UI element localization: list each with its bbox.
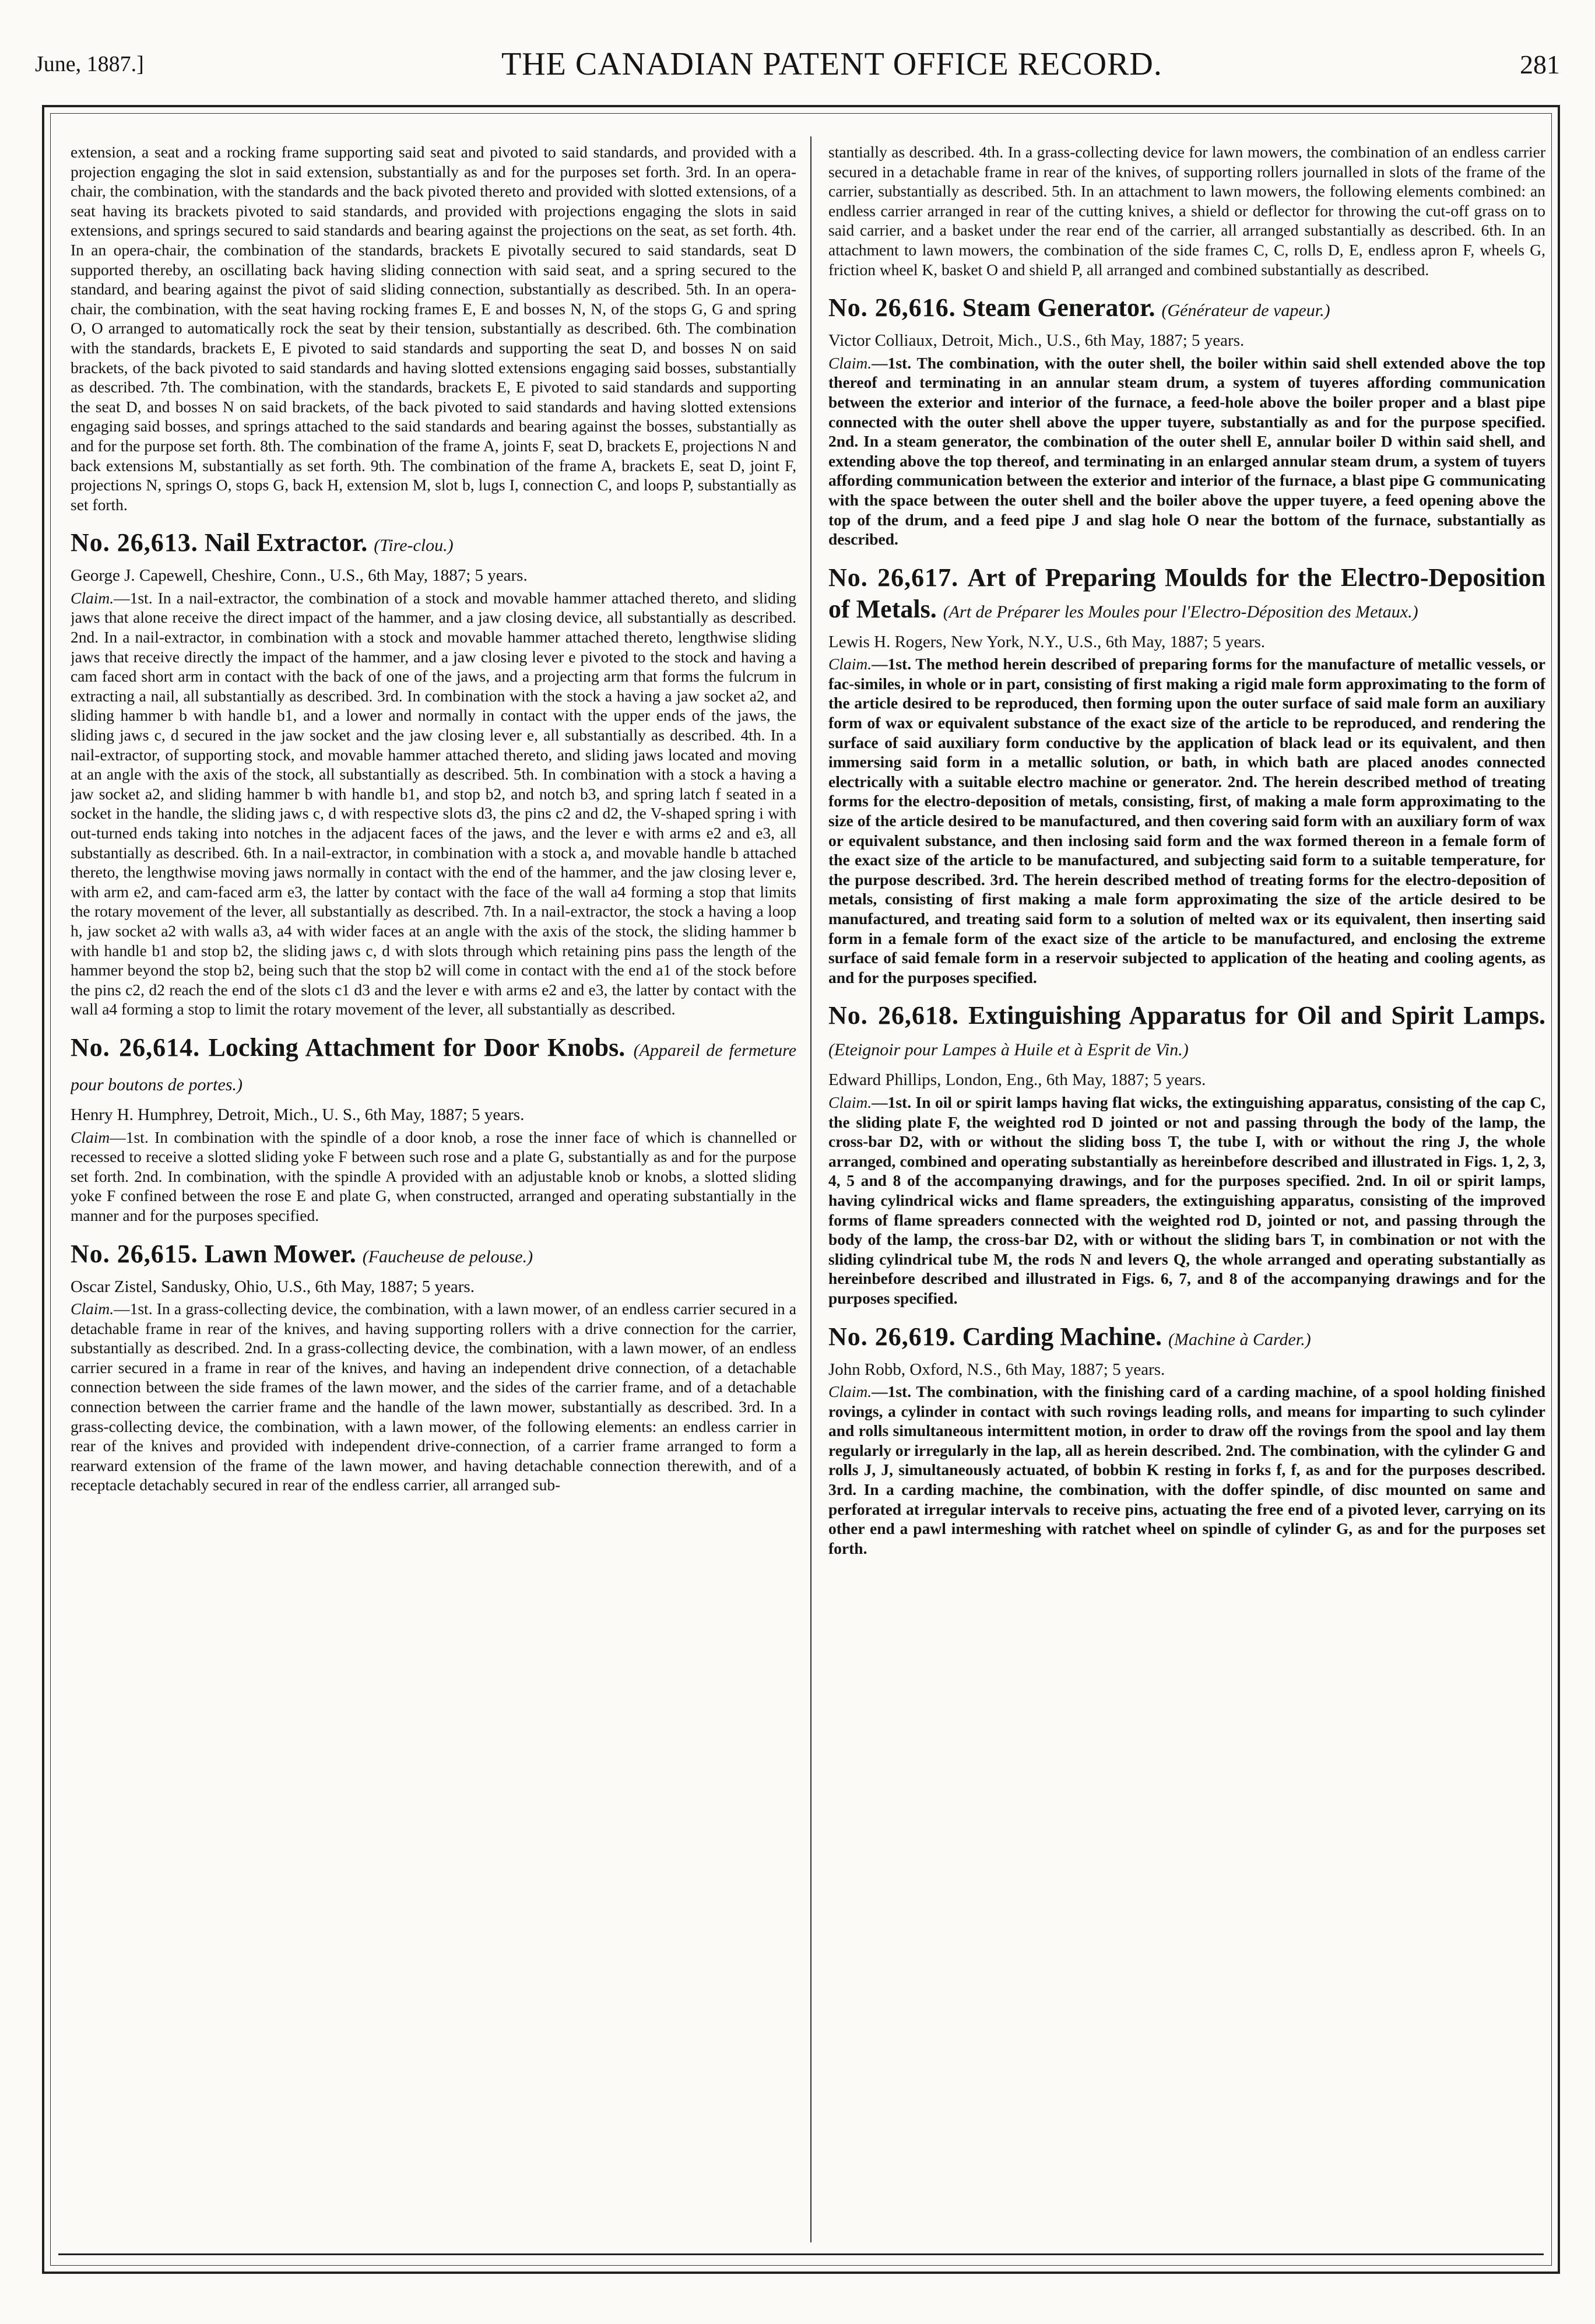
patent-french-title: (Générateur de vapeur.): [1161, 301, 1330, 321]
patent-inventor: Victor Colliaux, Detroit, Mich., U.S., 6th May, 1887; 5 years.: [828, 331, 1245, 350]
patent-french-title: (Art de Préparer les Moules pour l'Electro-Déposition des Metaux.): [943, 602, 1418, 622]
patent-title: Lawn Mower.: [204, 1239, 356, 1268]
patent-claim: [71, 588, 796, 1019]
claim-label: Claim.: [71, 1300, 114, 1318]
header-title: THE CANADIAN PATENT OFFICE RECORD.: [501, 46, 1162, 82]
column-divider: [810, 136, 811, 2242]
patent-number: No. 26,618.: [828, 1001, 959, 1030]
patent-inventor: George J. Capewell, Cheshire, Conn., U.S., 6th May, 1887; 5 years.: [71, 566, 528, 585]
patent-number: No. 26,614.: [71, 1033, 201, 1062]
claim-text: —1st. The combination, with the finishing card of a carding machine, of a spool holding finished rovings, a cylinder in contact with such rovings leading rolls, and means for imparting to such cylinder and rolls simultaneous intermittent motion, in order to draw off the rovings from the spool and lay them regularly or irregularly in the lap, all as herein described. 2nd. The combination, with the cylinder G and rolls J, J, simultaneously actuated, of bobbin K resting in forks f, f, as and for the purposes described. 3rd. In a carding machine, the combination, with the doffer spindle, of disc mounted on same and perforated at irregular intervals to receive pins, actuating the free end of a pivoted lever, carrying on its other end a pawl intermeshing with ratchet wheel on spindle of cylinder G, as and for the purposes set forth.: [828, 1382, 1545, 1557]
claim-text: —1st. The combination, with the outer shell, the boiler within said shell extended above the top thereof and terminating in an annular steam drum, a system of tuyeres affording communication between the exterior and interior of the furnace, a feed-hole above the boiler proper and a blast pipe connected with the outer shell above the upper tuyere, substantially as and for the purpose specified. 2nd. In a steam generator, the combination of the outer shell E, annular boiler D within said shell, and extending above the top thereof, and terminating in an enlarged annular steam drum, a system of tuyers affording communication between the exterior and interior of the furnace, a blast pipe G communicating with the space between the outer shell and the boiler above the upper tuyere, a feed opening above the top of the drum, and a feed pipe J and slag hole O near the bottom of the furnace, substantially as described.: [828, 353, 1545, 549]
claim-label: Claim.: [828, 1382, 872, 1401]
bottom-rule: [58, 2253, 1544, 2255]
left-column: [71, 142, 796, 2237]
patent-inventor: Henry H. Humphrey, Detroit, Mich., U. S., 6th May, 1887; 5 years.: [71, 1105, 525, 1124]
patent-number: No. 26,615.: [71, 1239, 198, 1268]
entry-title-line: [71, 527, 796, 561]
patent-inventor: Lewis H. Rogers, New York, N.Y., U.S., 6th May, 1887; 5 years.: [828, 632, 1266, 651]
patent-french-title: (Appareil de fermeture pour boutons de portes.): [71, 1040, 796, 1094]
right-continuation-text: stantially as described. 4th. In a grass-collecting device for lawn mowers, the combination of an endless carrier secured in a detachable frame in rear of the knives, of supporting rollers journalled in slots of the frame of the carrier, substantially as described. 5th. In an attachment to lawn mowers, the following elements combined: an endless carrier arranged in rear of the cutting knives, a shield or deflector for throwing the cut-off grass on to said carrier, and a basket under the rear end of the carrier, all arranged substantially as described. 6th. In an attachment to lawn mowers, the combination of the side frames C, C, rolls D, E, endless apron F, wheels G, friction wheel K, basket O and shield P, all arranged and combined substantially as described.: [828, 143, 1545, 279]
patent-entry-26616: [828, 292, 1545, 549]
patent-number: No. 26,619.: [828, 1322, 956, 1351]
patent-french-title: (Eteignoir pour Lampes à Huile et à Esprit de Vin.): [828, 1040, 1189, 1060]
entry-title-line: [828, 562, 1545, 628]
claim-text: —1st. In a grass-collecting device, the combination, with a lawn mower, of an endless carrier secured in a detachable frame in rear of the knives, and having supporting rollers with a drive connection for the carrier, substantially as described. 2nd. In a grass-collecting device, the combination, with a lawn mower, of an endless carrier secured in a frame in rear of the knives, and having an independent drive connection, of a detachable connection between the side frames of the lawn mower, and the sides of the carrier frame, and of a detachable connection between the carrier frame and the handle of the lawn mower, substantially as described. 3rd. In a grass-collecting device, the combination, with a lawn mower, of the following elements: an endless carrier in rear of the knives and provided with independent drive-connection, of a carrier frame arranged to form a rearward extension of the frame of the lawn mower, and having detachable connection therewith, and of a receptacle detachably secured in rear of the endless carrier, all arranged sub-: [71, 1300, 796, 1494]
patent-title: Art of Preparing Moulds for the Electro-Deposition of Metals.: [828, 563, 1545, 623]
patent-claim: [828, 353, 1545, 549]
claim-label: Claim.: [71, 588, 114, 607]
entry-title-line: [71, 1032, 796, 1101]
patent-entry-26613: [71, 527, 796, 1019]
right-column: [828, 142, 1545, 2237]
claim-label: Claim.: [828, 353, 872, 372]
page-header: [35, 41, 1560, 87]
header-date: June, 1887.]: [35, 52, 144, 76]
claim-label: Claim.: [828, 1093, 872, 1111]
header-page-number: 281: [1520, 49, 1560, 79]
patent-number: No. 26,613.: [71, 528, 198, 557]
patent-french-title: (Tire-clou.): [374, 536, 454, 556]
patent-title: Extinguishing Apparatus for Oil and Spirit Lamps.: [968, 1001, 1545, 1030]
patent-french-title: (Faucheuse de pelouse.): [362, 1247, 533, 1266]
claim-text: —1st. The method herein described of preparing forms for the manufacture of metallic vessels, or fac-similes, in whole or in part, consisting of first making a rigid male form approximating to the form of the article desired to be reproduced, then forming upon the outer surface of said male form an auxiliary form of wax or equivalent substance of the exact size of the article to be reproduced, and rendering the surface of said auxiliary form conductive by the application of black lead or its equivalent, and then immersing said form in a metallic solution, or bath, in which bath are placed anodes connected electrically with a suitable electro machine or generator. 2nd. The herein described method of treating forms for the electro-deposition of metals, consisting, first, of making a male form approximating to the size of the article desired to be manufactured, and then covering said form with an auxiliary form of wax or equivalent substance, and then inclosing said form and the wax formed thereon in a female form of the exact size of the article to be manufactured, and subjecting said form to a suitable temperature, for the purpose described. 3rd. The herein described method of treating forms for the electro-deposition of metals, consisting of first making a male form approximating the size of the article desired to be manufactured, and treating said form to a solution of melted wax or its equivalent, then inserting said form in a female form of the exact size of the article to be manufactured, and enclosing the extreme surface of said female form in a reservoir subjected to application of the heating and cooling agents, as and for the purposes specified.: [828, 655, 1545, 987]
patent-title: Nail Extractor.: [204, 528, 368, 557]
claim-label: Claim: [71, 1128, 110, 1146]
entry-title-line: [828, 292, 1545, 327]
patent-inventor: Oscar Zistel, Sandusky, Ohio, U.S., 6th May, 1887; 5 years.: [71, 1277, 475, 1296]
patent-claim: [71, 1128, 796, 1226]
entry-title-line: [828, 1321, 1545, 1356]
patent-entry-26619: [828, 1321, 1545, 1558]
patent-claim: [828, 1382, 1545, 1558]
claim-text: —1st. In oil or spirit lamps having flat wicks, the extinguishing apparatus, consisting of the cap C, the sliding plate F, the weighted rod D jointed or not and passing through the body of the lamp, the cross-bar D2, with or without the sliding boss T, the tube I, with or without the ring J, the whole arranged, combined and operating substantially as hereinbefore described and illustrated in Figs. 1, 2, 3, 4, 5 and 8 of the accompanying drawings, and for the purposes specified. 2nd. In oil or spirit lamps, having cylindrical wicks and flame spreaders, the extinguishing apparatus, consisting of the improved forms of flame spreaders connected with the weighted rod D, jointed or not, and passing through the body of the lamp, the cross-bar D2, with or without the sliding bars T, in combination or not with the sliding cylindrical tube M, the rods N and levers Q, the whole arranged and operating substantially as hereinbefore described and illustrated in Figs. 6, 7, and 8 of the accompanying drawings and for the purposes specified.: [828, 1093, 1545, 1307]
claim-label: Claim.: [828, 655, 872, 673]
entry-title-line: [71, 1238, 796, 1273]
patent-entry-26615: [71, 1238, 796, 1495]
claim-text: —1st. In a nail-extractor, the combination of a stock and movable hammer attached thereto, and sliding jaws that alone receive the direct impact of the hammer, and a jaw closing device, all substantially as described. 2nd. In a nail-extractor, in combination with a stock and movable hammer attached thereto, lengthwise sliding jaws that receive directly the impact of the hammer, and a jaw closing lever e pivoted to the stock and having a cam faced short arm in contact with the back of one of the jaws, and a projecting arm that forms the fulcrum in extracting a nail, all substantially as described. 3rd. In combination with the stock a having a jaw socket a2, and sliding hammer b with handle b1, and a lower and normally in contact with the upper ends of the jaws, the sliding jaws c, d secured in the jaw socket and the jaw closing lever e, all substantially as described. 4th. In a nail-extractor, of supporting stock, and movable hammer attached thereto, and sliding jaws located and moving at an angle with the axis of the stock, all substantially as described. 5th. In combination with a stock a having a jaw socket a2, and sliding hammer b with handle b1, and stop b2, and notch b3, and spring latch f seated in a socket in the handle, the sliding jaws c, d with respective slots d3, the pins c2 and d2, the V-shaped spring i with out-turned ends taking into notches in the adjacent faces of the jaws, and the lever e with arms e2 and e3, all substantially as described. 6th. In a nail-extractor, in combination with a stock a, and movable handle b attached thereto, the lengthwise moving jaws normally in contact with the end of the hammer, and the jaw closing lever e, with arm e2, and cam-faced arm e3, the latter by contact with the face of the wall a4 forming a stop that limits the rotary movement of the lever, all substantially as described. 7th. In a nail-extractor, the stock a having a loop h, jaw socket a2 with walls a3, a4 with wider faces at an angle with the axis of the stock, the sliding hammer b with handle b1 and stop b2, the sliding jaws c, d with slots through which retaining pins pass the length of the hammer beyond the stop b2, being such that the stop b2 will come in contact with the end a1 of the stock before the pins c2, d2 reach the end of the slots c1 d3 and the lever e with arms e2 and e3, the latter by contact with the wall a4 forming a stop to limit the rotary movement of the lever, all substantially as described.: [71, 588, 796, 1019]
patent-title: Locking Attachment for Door Knobs.: [208, 1033, 626, 1062]
patent-number: No. 26,616.: [828, 293, 956, 322]
patent-entry-26614: [71, 1032, 796, 1226]
patent-entry-26618: [828, 1000, 1545, 1308]
patent-title: Steam Generator.: [962, 293, 1155, 322]
entry-title-line: [828, 1000, 1545, 1066]
patent-french-title: (Machine à Carder.): [1168, 1329, 1311, 1349]
patent-claim: [71, 1299, 796, 1495]
page-frame: [42, 105, 1560, 2274]
patent-inventor: Edward Phillips, London, Eng., 6th May, 1887; 5 years.: [828, 1070, 1206, 1090]
patent-entry-26617: [828, 562, 1545, 988]
patent-claim: [828, 654, 1545, 987]
patent-title: Carding Machine.: [962, 1322, 1162, 1351]
patent-claim: [828, 1093, 1545, 1308]
patent-inventor: John Robb, Oxford, N.S., 6th May, 1887; 5 years.: [828, 1360, 1165, 1379]
left-continuation-text: extension, a seat and a rocking frame supporting said seat and pivoted to said standards, and provided with a projection engaging the slot in said extension, substantially as and for the purposes set forth. 3rd. In an opera-chair, the combination, with the standards and the back pivoted thereto and provided with slotted extensions, of a seat having its brackets pivoted to said standards, and provided with projections engaging the slots in said extensions, and springs secured to said standards and bearing against the projections on the seat, as set forth. 4th. In an opera-chair, the combination of the standards, brackets E pivotally secured to said standards, seat D supported thereby, an oscillating back having sliding connection with said seat, and a spring secured to the standard, and bearing against the pivot of said sliding connection, substantially as described. 5th. In an opera-chair, the combination, with the seat having rocking frames E, E and bosses N, N, of the stops G, G and spring O, O arranged to automatically rock the seat by their tension, substantially as described. 6th. The combination with the standards, brackets E, E pivoted to said standards and supporting the seat D, and bosses N on said brackets, of the back pivoted to said standards and having slotted extensions engaging said bosses, substantially as described. 7th. The combination, with the standards, brackets E, E pivoted to said standards and supporting the seat D, and bosses N on said brackets, of the back pivoted to said standards and having slotted extensions engaging said bosses, and springs attached to the said standards and bearing against the bosses, substantially as and for the purpose set forth. 8th. The combination of the frame A, joints F, seat D, brackets E, projections N and back extensions M, substantially as set forth. 9th. The combination of the frame A, brackets E, seat D, joint F, projections N, springs O, stops G, back H, extension M, slot b, lugs I, connection C, and loops P, substantially as set forth.: [71, 143, 796, 514]
patent-number: No. 26,617.: [828, 563, 959, 592]
claim-text: —1st. In combination with the spindle of a door knob, a rose the inner face of which is channelled or recessed to receive a slotted sliding yoke F between such rose and a plate G, substantially as and for the purpose set forth. 2nd. In combination, with the spindle A provided with an adjustable knob or knobs, a slotted sliding yoke F confined between the rose E and plate G, when constructed, arranged and operating substantially in the manner and for the purposes specified.: [71, 1128, 796, 1224]
